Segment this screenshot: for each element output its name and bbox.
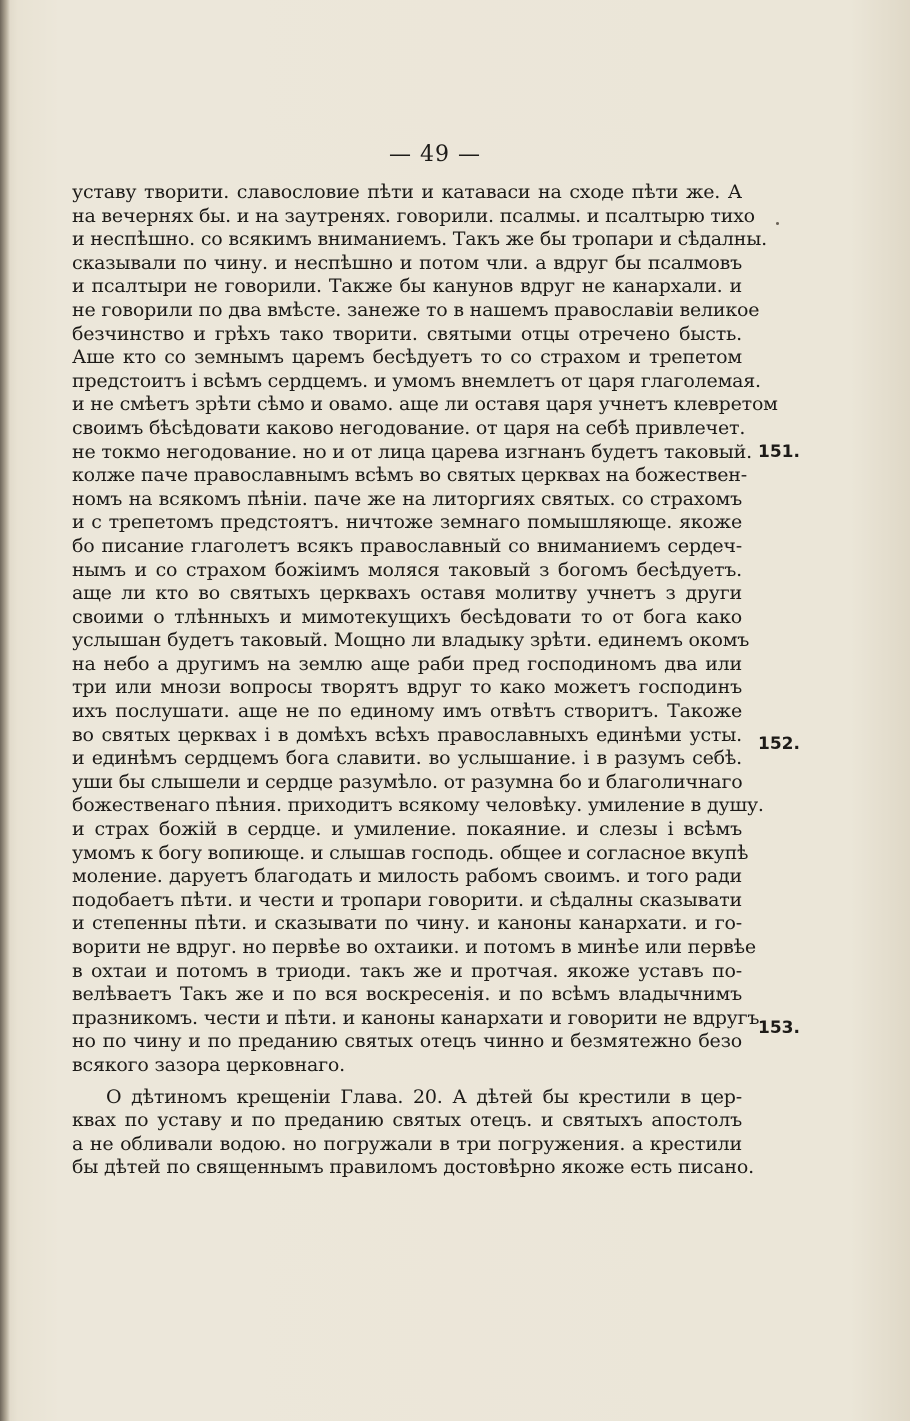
- text-line: предстоитъ і всѣмъ сердцемъ. и умомъ внемлетъ от царя глаголемая.: [72, 369, 761, 392]
- text-line: бы дѣтей по священнымъ правиломъ достовѣрно якоже есть писано.: [72, 1156, 754, 1179]
- text-line: в охтаи и потомъ в триоди. такъ же и протчая. якоже уставъ по-: [72, 959, 742, 982]
- text-line: не говорили по два вмѣсте. занеже то в нашемъ православіи великое: [72, 298, 760, 321]
- text-line: бо писание глаголетъ всякъ православный со вниманиемъ сердеч-: [72, 534, 742, 557]
- text-line: моление. даруетъ благодать и милость рабомъ своимъ. и того ради: [72, 865, 742, 888]
- text-line: на вечернях бы. и на заутренях. говорили. псалмы. и псалтырю тихо: [72, 204, 755, 227]
- text-line: и псалтыри не говорили. Также бы канунов вдруг не канархали. и: [72, 275, 742, 298]
- text-line: и с трепетомъ предстоятъ. ничтоже земнаго помышляюще. якоже: [72, 511, 742, 534]
- margin-marker-152: 152.: [758, 734, 800, 754]
- text-line: нымъ и со страхом божіимъ моляся таковый з богомъ бесѣдуетъ.: [72, 558, 742, 581]
- text-line: три или мнози вопросы творятъ вдруг то како можетъ господинъ: [72, 676, 742, 699]
- paragraph-gap: [72, 1078, 742, 1086]
- text-line: на небо а другимъ на землю аще раби пред господиномъ два или: [72, 652, 742, 675]
- text-line: ворити не вдруг. но первѣе во охтаики. и потомъ в минѣе или первѣе: [72, 936, 756, 958]
- chapter-heading-line: О дѣтиномъ крещеніи Глава. 20. А дѣтей бы крестили в цер-: [106, 1085, 742, 1108]
- text-line: и степенны пѣти. и сказывати по чину. и каноны канархати. и го-: [72, 912, 742, 935]
- text-line: и единѣмъ сердцемъ бога славити. во услышание. і в разумъ себѣ.: [72, 747, 742, 770]
- text-line: квах по уставу и по преданию святых отецъ. и святыхъ апостолъ: [72, 1109, 742, 1132]
- text-line: но по чину и по преданию святых отецъ чинно и безмятежно безо: [72, 1030, 742, 1053]
- text-line: сказывали по чину. и неспѣшно и потом чли. а вдруг бы псалмовъ: [72, 251, 742, 274]
- text-line: уши бы слышели и сердце разумѣло. от разумна бо и благоличнаго: [72, 770, 743, 793]
- text-line: и страх божій в сердце. и умиление. покаяние. и слезы і всѣмъ: [72, 818, 742, 841]
- text-line: Аше кто со земнымъ царемъ бесѣдуетъ то со страхом и трепетом: [72, 346, 742, 369]
- text-line: безчинство и грѣхъ тако творити. святыми отцы отречено бысть.: [72, 322, 742, 345]
- text-line: и не смѣетъ зрѣти сѣмо и овамо. аще ли оставя царя учнетъ клевретом: [72, 393, 778, 416]
- text-line: своимъ бѣсѣдовати каково негодование. от царя на себѣ привлечет.: [72, 416, 746, 439]
- binding-shadow: [0, 0, 10, 1421]
- page-number: — 49 —: [389, 142, 481, 167]
- text-line: своими о тлѣнныхъ и мимотекущихъ бесѣдовати то от бога како: [72, 605, 742, 628]
- text-line: всякого зазора церковнаго.: [72, 1053, 345, 1076]
- margin-marker-151: 151.: [758, 442, 800, 462]
- text-line: умомъ к богу вопиюще. и слышав господь. общее и согласное вкупѣ: [72, 841, 749, 864]
- text-line: подобаетъ пѣти. и чести и тропари говорити. и сѣдалны сказывати: [72, 888, 742, 911]
- text-line: а не обливали водою. но погружали в три погружения. а крестили: [72, 1132, 742, 1155]
- text-line: услышан будетъ таковый. Мощно ли владыку зрѣти. единемъ окомъ: [72, 629, 750, 652]
- text-line: празникомъ. чести и пѣти. и каноны канархати и говорити не вдругъ: [72, 1006, 760, 1029]
- text-line: во святых церквах і в домѣхъ всѣхъ православныхъ единѣми усты.: [72, 723, 742, 746]
- text-block: [72, 181, 778, 1180]
- text-line: божественаго пѣния. приходитъ всякому человѣку. умиление в душу.: [72, 794, 764, 817]
- margin-marker-153: 153.: [758, 1018, 800, 1038]
- text-line: уставу творити. славословие пѣти и катаваси на сходе пѣти же. А: [72, 181, 742, 203]
- paper-speck: [776, 222, 779, 225]
- text-line: номъ на всякомъ пѣніи. паче же на литоргиях святых. со страхомъ: [72, 487, 742, 510]
- text-line: и неспѣшно. со всякимъ вниманиемъ. Такъ же бы тропари и сѣдалны.: [72, 228, 768, 251]
- text-line: аще ли кто во святыхъ церквахъ оставя молитву учнетъ з други: [72, 582, 742, 605]
- text-line: ихъ послушати. аще не по единому имъ отвѣтъ створитъ. Такоже: [72, 700, 742, 723]
- text-line: колже паче православнымъ всѣмъ во святых церквах на божествен-: [72, 464, 747, 487]
- text-line: велѣваетъ Такъ же и по вся воскресенія. и по всѣмъ владычнимъ: [72, 983, 742, 1006]
- text-line: не токмо негодование. но и от лица царева изгнанъ будетъ таковый.: [72, 440, 752, 463]
